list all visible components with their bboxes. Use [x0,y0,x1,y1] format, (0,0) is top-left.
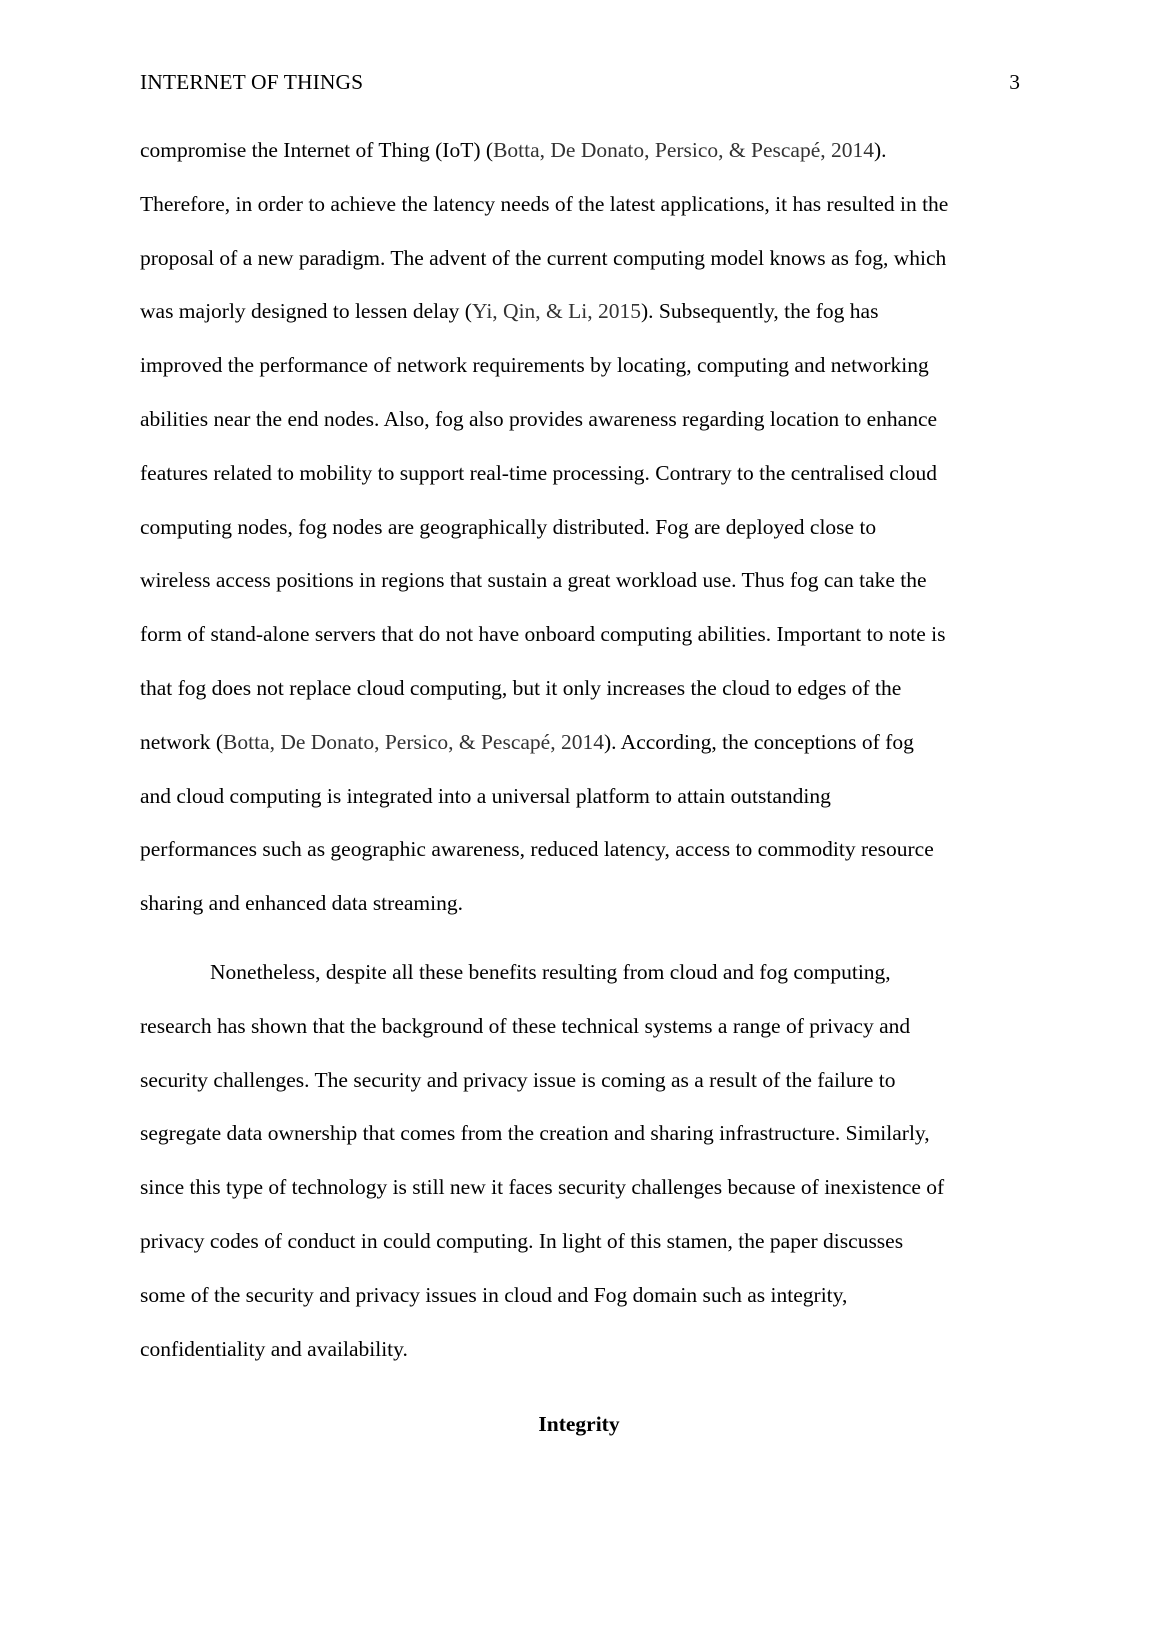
text-line: computing nodes, fog nodes are geographically distributed. Fog are deployed close to [140,514,877,539]
citation: Botta, De Donato, Persico, & Pescapé, 2014 [493,138,875,162]
text-line: was majorly designed to lessen delay (Yi, Qin, & Li, 2015). Subsequently, the fog has [140,299,879,324]
text-line: wireless access positions in regions that sustain a great workload use. Thus fog can take the [140,568,927,593]
text-line: that fog does not replace cloud computing, but it only increases the cloud to edges of the [140,675,902,700]
text-line: and cloud computing is integrated into a universal platform to attain outstanding [140,783,831,808]
text-line: research has shown that the background of these technical systems a range of privacy and [140,1013,911,1038]
citation: Botta, De Donato, Persico, & Pescapé, 2014 [223,729,604,754]
text-line: privacy codes of conduct in could computing. In light of this stamen, the paper discusses [140,1228,904,1253]
running-head: INTERNET OF THINGS [140,70,364,94]
text-line: security challenges. The security and privacy issue is coming as a result of the failure to [140,1067,896,1092]
page-number: 3 [1009,70,1020,94]
text-line: Therefore, in order to achieve the latency needs of the latest applications, it has resulted in the [140,191,949,216]
text-line: since this type of technology is still new it faces security challenges because of inexistence of [140,1175,945,1200]
text-line: compromise the Internet of Thing (IoT) (Botta, De Donato, Persico, & Pescapé, 2014). [140,138,887,162]
text-line: sharing and enhanced data streaming. [140,891,463,916]
text-line: Nonetheless, despite all these benefits resulting from cloud and fog computing, [210,959,891,984]
text-line: confidentiality and availability. [140,1336,408,1361]
paragraph-1 [140,135,1040,942]
text-line: form of stand-alone servers that do not have onboard computing abilities. Important to note is [140,622,946,647]
text-line: features related to mobility to support real-time processing. Contrary to the centralised cloud [140,460,938,485]
text-line: proposal of a new paradigm. The advent of the current computing model knows as fog, which [140,245,947,270]
paragraph-2 [140,957,1040,1387]
text-line: network (Botta, De Donato, Persico, & Pescapé, 2014). According, the conceptions of fog [140,729,914,754]
text-line: some of the security and privacy issues in cloud and Fog domain such as integrity, [140,1282,848,1307]
text-line: performances such as geographic awareness, reduced latency, access to commodity resource [140,837,934,862]
body-text [140,135,1040,1387]
text-line: improved the performance of network requirements by locating, computing and networking [140,353,929,378]
citation: Yi, Qin, & Li, 2015 [471,299,642,324]
text-line: abilities near the end nodes. Also, fog also provides awareness regarding location to enhance [140,406,938,431]
paragraph-gap [140,942,1040,957]
section-heading: Integrity [538,1412,620,1436]
text-line: segregate data ownership that comes from the creation and sharing infrastructure. Similarly, [140,1121,930,1146]
